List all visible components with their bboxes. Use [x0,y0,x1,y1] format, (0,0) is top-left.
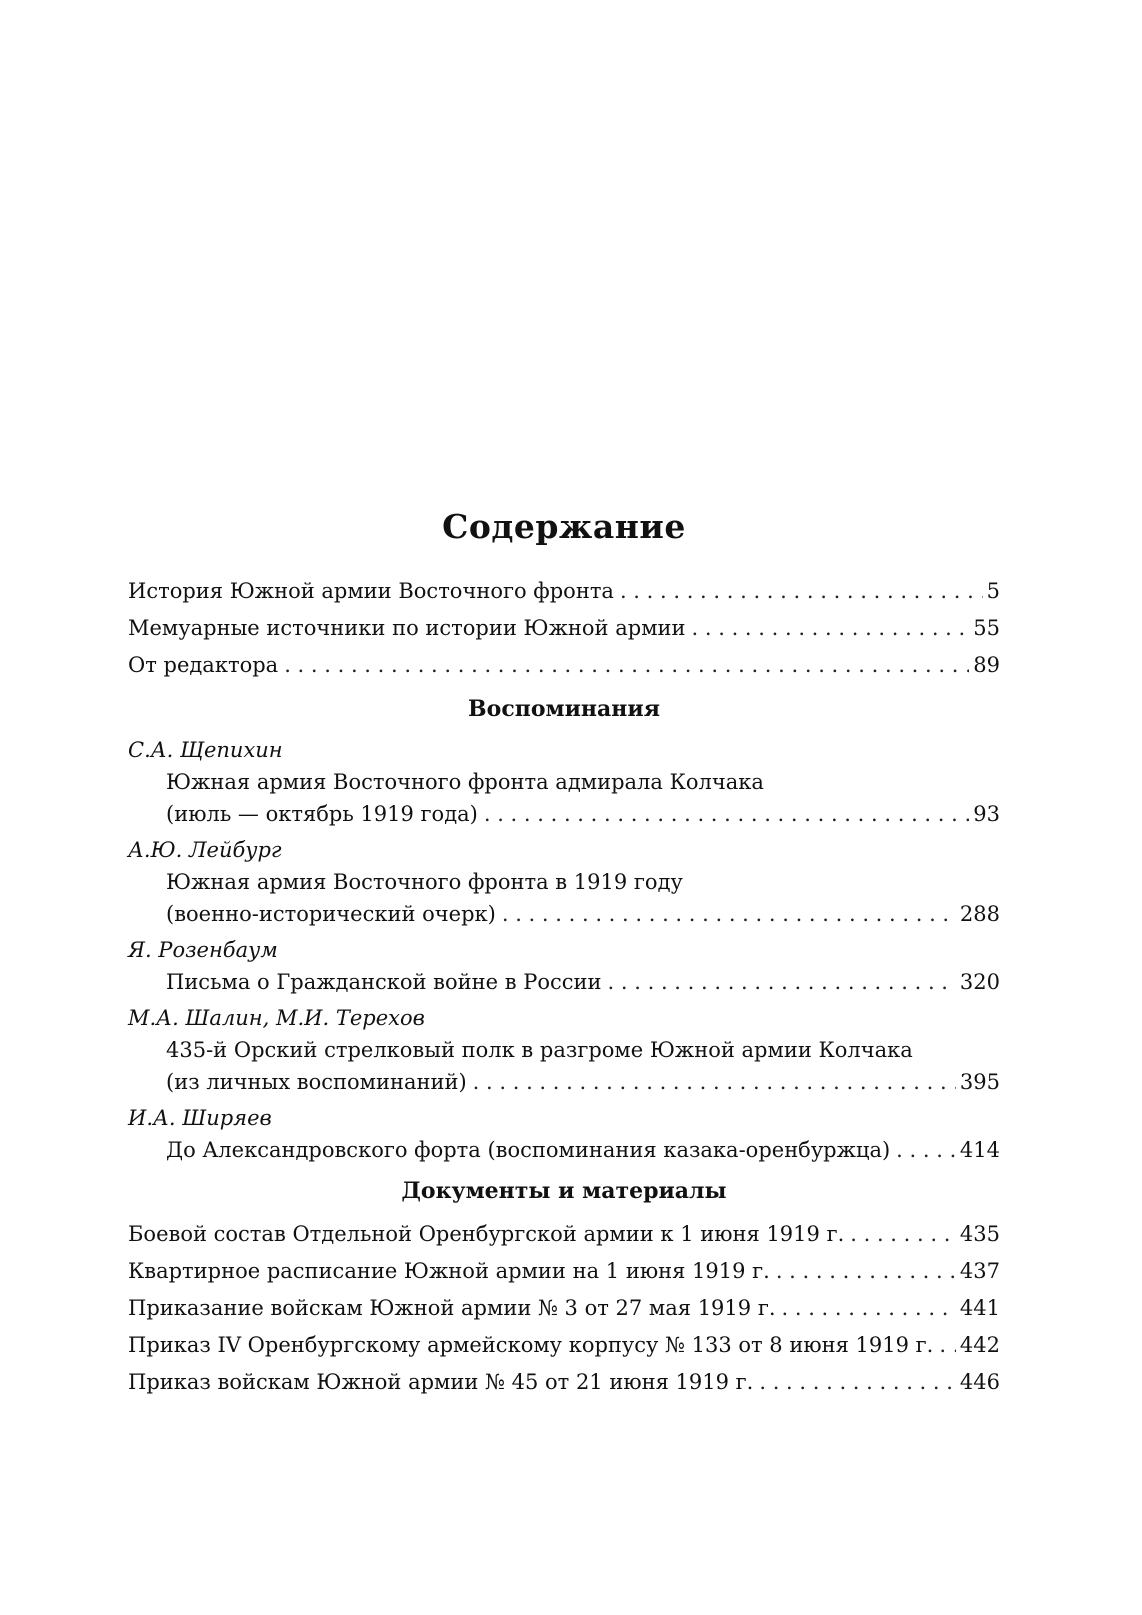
entry-title: Письма о Гражданской войне в России [166,970,602,994]
entry-page: 437 [959,1259,1000,1283]
dot-leader [473,1066,956,1098]
toc-entry[interactable] [128,610,1000,647]
toc-entry[interactable] [166,798,1000,830]
dot-leader [502,898,956,930]
section-heading-documents: Документы и материалы [401,1178,727,1204]
dot-leader [782,1290,956,1327]
entry-title: Приказ IV Оренбургскому армейскому корпусу № 133 от 8 июня 1919 г. [128,1333,934,1357]
dot-leader [284,647,969,684]
entry-page: 93 [973,802,1000,826]
dot-leader [620,573,983,610]
memoir-entry [128,934,1000,998]
toc-entry[interactable] [128,573,1000,610]
entry-title-line: Южная армия Восточного фронта адмирала Колчака [166,770,764,794]
entry-title: (из личных воспоминаний) [166,1070,467,1094]
memoir-entry [128,1102,1000,1166]
entry-title: Боевой состав Отдельной Оренбургской армии к 1 июня 1919 г. [128,1222,845,1246]
entry-title: До Александровского форта (воспоминания казака-оренбуржца) [166,1138,891,1162]
section-heading-memoirs: Воспоминания [468,696,660,722]
entry-author: С.А. Щепихин [128,738,283,762]
dot-leader [692,610,970,647]
toc-entry[interactable] [128,1290,1000,1327]
entry-page: 55 [973,616,1000,640]
toc-entry[interactable] [166,1134,1000,1166]
dot-leader [484,798,969,830]
entry-page: 414 [959,1138,1000,1162]
entry-title: (военно-исторический очерк) [166,902,496,926]
dot-leader [776,1253,956,1290]
entry-title: Приказ войскам Южной армии № 45 от 21 июня 1919 г. [128,1370,754,1394]
entry-title: Мемуарные источники по истории Южной армии [128,616,686,640]
toc-entry[interactable] [166,966,1000,998]
toc-entry[interactable] [128,647,1000,684]
toc-title: Содержание [442,507,686,546]
entry-page: 5 [986,579,1000,603]
entry-page: 446 [959,1370,1000,1394]
entry-page: 441 [959,1296,1000,1320]
dot-leader [896,1134,956,1166]
entry-title: (июль — октябрь 1919 года) [166,802,478,826]
entry-page: 288 [959,902,1000,926]
entry-title: Квартирное расписание Южной армии на 1 июня 1919 г. [128,1259,770,1283]
toc-entry[interactable] [128,1364,1000,1401]
dot-leader [759,1364,956,1401]
entry-page: 320 [959,970,1000,994]
dot-leader [939,1327,956,1364]
memoir-entry [128,1002,1000,1098]
memoir-entry [128,834,1000,930]
entry-author: И.А. Ширяев [128,1106,272,1130]
table-of-contents [128,505,1000,1401]
dot-leader [850,1216,956,1253]
entry-title-line: 435-й Орский стрелковый полк в разгроме Южной армии Колчака [166,1038,913,1062]
entry-page: 442 [959,1333,1000,1357]
entry-author: Я. Розенбаум [128,938,278,962]
entry-title: Приказание войскам Южной армии № 3 от 27 мая 1919 г. [128,1296,776,1320]
entry-title: От редактора [128,653,279,677]
toc-entry[interactable] [166,898,1000,930]
dot-leader [608,966,956,998]
entry-page: 89 [973,653,1000,677]
entry-title: История Южной армии Восточного фронта [128,579,614,603]
entry-author: М.А. Шалин, М.И. Терехов [128,1006,425,1030]
toc-entry[interactable] [128,1327,1000,1364]
memoir-entry [128,734,1000,830]
toc-entry[interactable] [128,1216,1000,1253]
entry-page: 395 [959,1070,1000,1094]
entry-author: А.Ю. Лейбург [128,838,282,862]
entry-page: 435 [959,1222,1000,1246]
toc-entry[interactable] [166,1066,1000,1098]
toc-entry[interactable] [128,1253,1000,1290]
entry-title-line: Южная армия Восточного фронта в 1919 году [166,870,683,894]
